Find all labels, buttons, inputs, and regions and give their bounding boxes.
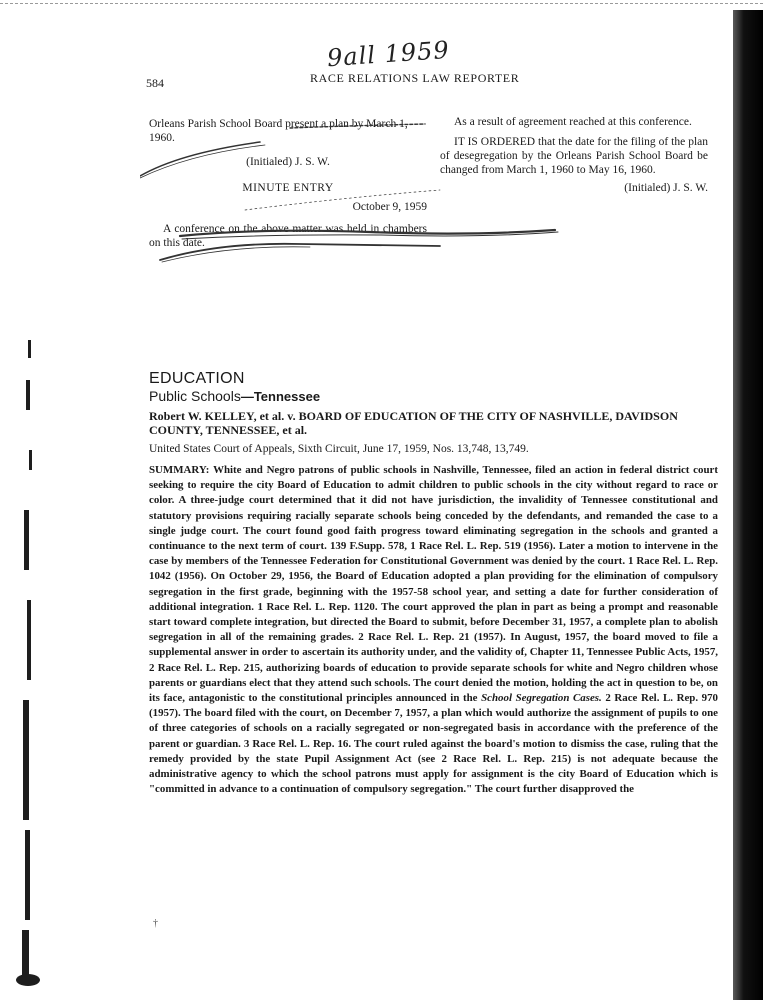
left-paragraph-1: Orleans Parish School Board present a plan by March 1, 1960. [149, 118, 408, 144]
case-title: Robert W. KELLEY, et al. v. BOARD OF EDUCATION OF THE CITY OF NASHVILLE, DAVIDSON COUNTY, TENNESSEE, et al. [149, 409, 678, 437]
left-paragraph-2: A conference on the above matter was held in chambers on this date. [149, 223, 427, 249]
section-title: EDUCATION [149, 370, 245, 387]
summary-italic-cases: School Segregation Cases. [481, 692, 602, 705]
section-subtitle [149, 388, 320, 404]
summary-part-2: The court approved the plan in part as being a prompt and reasonable start toward complete integration, but directed the Board to submit, before December 31, 1957, a complete plan to abolish segregation in all of the remaining grades. 2 Race Rel. L. Rep. 21 (1957). In August, 1957, the board moved to file a supplemental answer in order to ascertain its authority under, and the validity of, Chapter 11, Tennessee Public Acts, 1957, 2 Race Rel. L. Rep. 215, authorizing boards of education to provide separate schools for white and Negro children whose parents or guardians elect that they attend such schools. The court denied the motion, holding the act in question to be, on its face, antagonistic to the constitutional principles announced in the [149, 600, 718, 705]
scan-binding-marks [14, 340, 54, 990]
scan-speck: † [153, 918, 158, 929]
court-citation: United States Court of Appeals, Sixth Circuit, June 17, 1959, Nos. 13,748, 13,749. [149, 443, 529, 455]
summary-part-1: White and Negro patrons of public schools in Nashville, Tennessee, filed an action in federal district court seeking to require the city Board of Education to admit children to public schools in the city without regard to race or color. A three-judge court determined that it did not have jurisdiction, the invalidity of Tennessee constitutional and statutory provisions requiring racially separate schools being conceded by the defendants, and remanded the case to a single judge court. The court found good faith progress toward eliminating segregation in the schools and granted a continuance to the next term of court. 139 F.Supp. 578, 1 Race Rel. L. Rep. 519 (1956). Later a motion to intervene in the case by members of the Tennessee Federation for Constitutional Government was denied by the court. 1 Race Rel. L. Rep. 1042 (1956). On October 29, 1956, the Board of Education adopted a plan providing for the elimination of compulsory segregation in the first grade, beginning with the 1957-58 school year, and setting a date for further consideration of additional integration. 1 Race Rel. L. Rep. 1120. [149, 464, 718, 613]
right-paragraph-1: As a result of agreement reached at this conference. [454, 116, 692, 128]
order-paragraph: IT IS ORDERED that the date for the filing of the plan of desegregation by the Orleans Parish School Board be changed from March 1, 1960 to May 16, 1960. [440, 136, 708, 176]
page-top-edge [0, 3, 763, 4]
case-summary [149, 463, 718, 797]
subtitle-prefix: Public Schools [149, 388, 241, 404]
minute-entry-heading: MINUTE ENTRY [242, 182, 334, 194]
subtitle-suffix: —Tennessee [240, 389, 321, 404]
summary-label: SUMMARY: [149, 464, 210, 476]
running-head: RACE RELATIONS LAW REPORTER [310, 71, 520, 85]
initialed-signature-2: (Initialed) J. S. W. [624, 182, 708, 194]
scan-dark-edge [733, 10, 763, 1000]
page-number: 584 [146, 76, 164, 90]
pen-strikethrough-marks [140, 118, 560, 268]
summary-part-3: 2 Race Rel. L. Rep. 970 (1957). The board filed with the court, on December 7, 1957, a plan which would authorize the assignment of pupils to one of three categories of schools on a racially segregated or non-segregated basis in accordance with the preference of the parent or guardian. 3 Race Rel. L. Rep. 16. The court ruled against the board's motion to dismiss the case, ruling that the remedy provided by the state Pupil Assignment Act (see 2 Race Rel. L. Rep. 215) is not adequate because the administrative agency to which the school patrons must apply for assignment is the city Board of Education which is "committed in advance to a continuation of compulsory segregation." The court further disapproved the [149, 692, 718, 796]
handwritten-note: 9all 1959 [326, 35, 451, 73]
initialed-signature-1: (Initialed) J. S. W. [246, 156, 330, 168]
minute-entry-date: October 9, 1959 [352, 201, 427, 213]
